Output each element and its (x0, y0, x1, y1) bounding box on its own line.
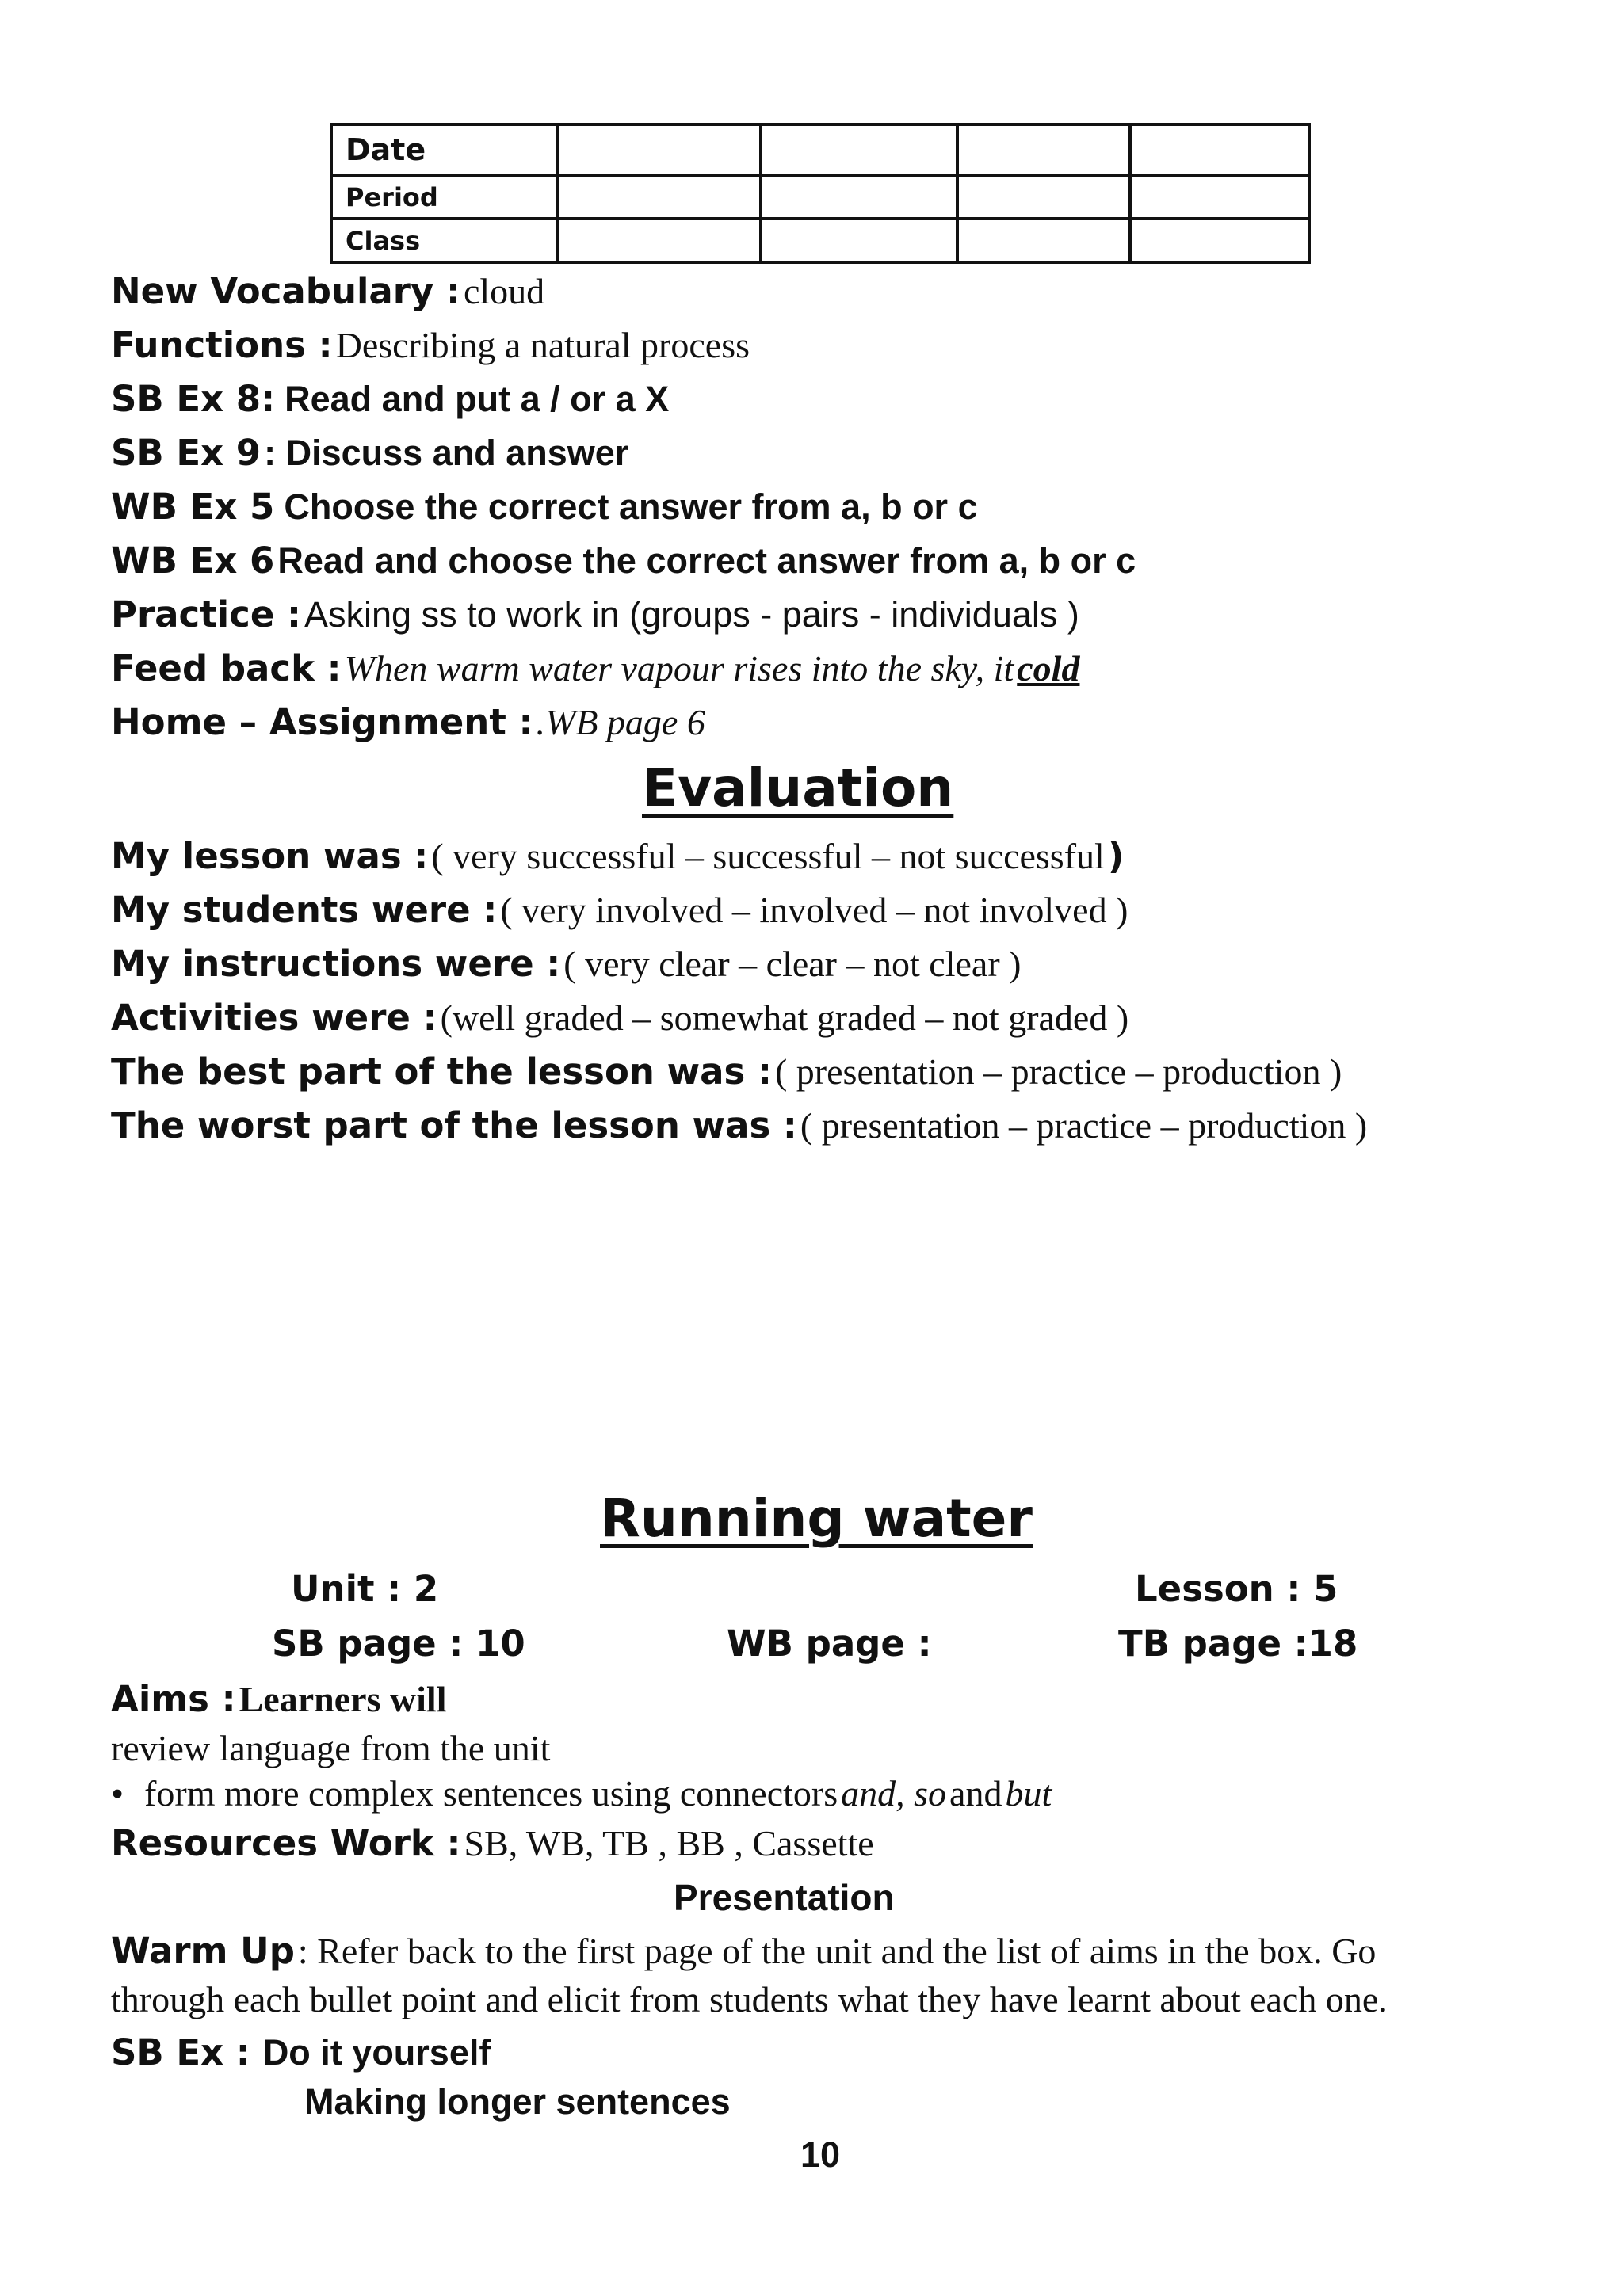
presentation-heading: Presentation (674, 1877, 895, 1918)
class-label: Class (331, 219, 558, 262)
eval-label: The worst part of the lesson was : (111, 1104, 797, 1146)
date-label: Date (331, 124, 558, 175)
table-cell (957, 124, 1130, 175)
table-cell (1130, 175, 1309, 219)
eval-instructions-line (111, 943, 1022, 985)
table-cell (558, 175, 761, 219)
resources-value: SB, WB, TB , BB , Cassette (464, 1823, 874, 1863)
table-cell (761, 175, 957, 219)
home-assignment-line (111, 701, 705, 743)
sb-ex-label: SB Ex : (111, 2031, 250, 2073)
vocab-value: cloud (463, 271, 545, 311)
wb5-label: WB Ex 5 (111, 486, 275, 528)
feedback-line (111, 647, 1080, 689)
wb6-value: Read and choose the correct answer from a, b or c (277, 540, 1136, 581)
period-label: Period (331, 175, 558, 219)
functions-label: Functions : (111, 324, 333, 366)
eval-value: ( very successful – successful – not successful (431, 836, 1105, 876)
eval-close-paren: ) (1107, 835, 1125, 877)
sb-ex-subtitle: Making longer sentences (304, 2081, 731, 2122)
feedback-label: Feed back : (111, 647, 342, 689)
new-vocabulary-line (111, 270, 545, 312)
sb-ex-value: Do it yourself (262, 2032, 491, 2073)
warm-up-line (111, 1930, 1377, 1972)
functions-line (111, 324, 750, 366)
table-cell (957, 175, 1130, 219)
aims-intro: Learners will (239, 1679, 447, 1719)
feedback-emphasis: cold (1017, 648, 1080, 688)
home-value: .WB page 6 (536, 702, 705, 742)
aims-line (111, 1678, 447, 1720)
eval-activities-line (111, 997, 1129, 1039)
tb-page: TB page :18 (1118, 1623, 1358, 1665)
eval-label: The best part of the lesson was : (111, 1051, 772, 1093)
wb-page: WB page : (727, 1623, 932, 1665)
table-row (331, 124, 1309, 175)
warmup-text: : Refer back to the first page of the unit and the list of aims in the box. Go (297, 1931, 1377, 1971)
eval-worst-part-line (111, 1104, 1368, 1146)
aim-complex-sentences (111, 1775, 1052, 1812)
functions-value: Describing a natural process (335, 325, 750, 365)
bullet: • (111, 1773, 124, 1814)
table-cell (558, 124, 761, 175)
table-cell (558, 219, 761, 262)
wb-ex-6-line (111, 540, 1136, 582)
eval-value: ( very clear – clear – not clear ) (563, 944, 1022, 984)
aim-review: review language from the unit (111, 1728, 551, 1768)
resources-label: Resources Work : (111, 1822, 461, 1864)
table-row (331, 219, 1309, 262)
aim-text: form more complex sentences using connectors (144, 1773, 838, 1814)
wb-ex-5-line (111, 486, 978, 528)
date-period-class-table (330, 123, 1311, 264)
eval-value: (well graded – somewhat graded – not graded ) (440, 997, 1129, 1038)
eval-label: My students were : (111, 889, 498, 931)
aim-connectors: and, so (841, 1773, 947, 1814)
warm-up-continued: through each bullet point and elicit from students what they have learnt about each one. (111, 1979, 1388, 2019)
unit-number: Unit : 2 (291, 1568, 439, 1610)
home-label: Home – Assignment : (111, 701, 533, 743)
aim-and: and (949, 1773, 1002, 1814)
resources-line (111, 1822, 874, 1864)
sb9-label: SB Ex 9 (111, 432, 262, 474)
eval-students-line (111, 889, 1128, 931)
aims-label: Aims : (111, 1678, 236, 1720)
sb8-value: Read and put a / or a X (285, 379, 670, 419)
eval-lesson-line (111, 835, 1125, 877)
eval-value: ( presentation – practice – production ) (800, 1105, 1368, 1146)
evaluation-title: Evaluation (642, 757, 954, 818)
page-number: 10 (800, 2134, 841, 2175)
practice-label: Practice : (111, 593, 302, 635)
eval-label: My instructions were : (111, 943, 561, 985)
sb-ex-9-line (111, 432, 629, 474)
wb5-value: Choose the correct answer from a, b or c (284, 486, 978, 527)
table-cell (761, 124, 957, 175)
table-cell (957, 219, 1130, 262)
sb8-label: SB Ex 8: (111, 378, 276, 420)
practice-value: Asking ss to work in (groups - pairs - individuals ) (304, 594, 1079, 635)
eval-label: My lesson was : (111, 835, 429, 877)
eval-value: ( presentation – practice – production ) (774, 1051, 1342, 1092)
sb9-value: : Discuss and answer (264, 433, 629, 473)
eval-value: ( very involved – involved – not involved ) (500, 890, 1128, 930)
warmup-label: Warm Up (111, 1930, 295, 1972)
sb-ex-line (111, 2031, 491, 2073)
feedback-value: When warm water vapour rises into the sky, it (344, 648, 1014, 688)
table-cell (1130, 219, 1309, 262)
table-cell (761, 219, 957, 262)
vocab-label: New Vocabulary : (111, 270, 460, 312)
sb-page: SB page : 10 (272, 1623, 525, 1665)
lesson-number: Lesson : 5 (1135, 1568, 1338, 1610)
practice-line (111, 593, 1079, 635)
lesson-title: Running water (600, 1488, 1033, 1549)
eval-best-part-line (111, 1051, 1342, 1093)
aim-but: but (1005, 1773, 1052, 1814)
wb6-label: WB Ex 6 (111, 540, 275, 582)
table-row (331, 175, 1309, 219)
eval-label: Activities were : (111, 997, 437, 1039)
table-cell (1130, 124, 1309, 175)
sb-ex-8-line (111, 378, 670, 420)
